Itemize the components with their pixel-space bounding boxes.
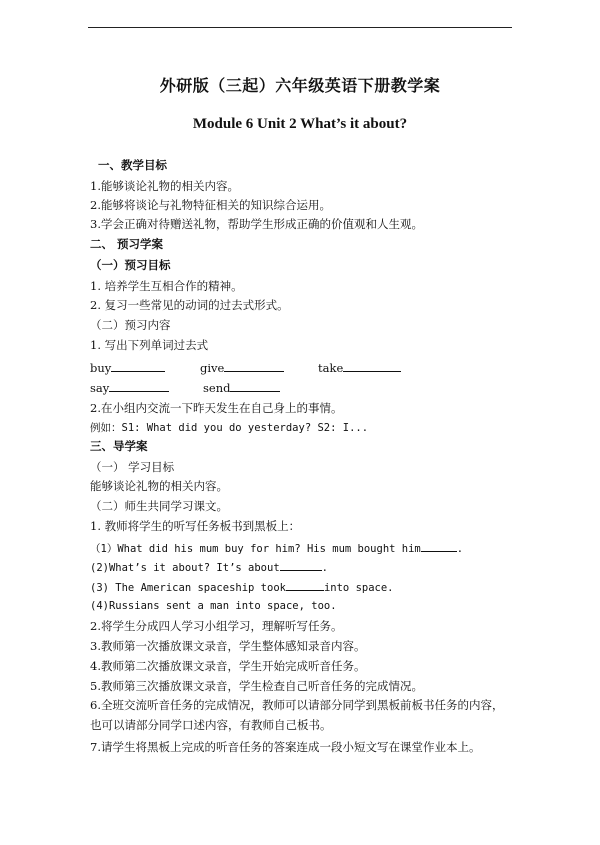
list-item: 2. 复习一些常见的动词的过去式形式。 <box>90 298 289 312</box>
step-item: 2.将学生分成四人学习小组学习，理解听写任务。 <box>90 619 343 633</box>
answer-blank[interactable] <box>343 360 401 372</box>
word-blank-give <box>200 360 284 375</box>
section-heading-objectives: 一、教学目标 <box>98 158 167 172</box>
answer-blank[interactable] <box>280 559 322 571</box>
answer-blank[interactable] <box>224 360 284 372</box>
step-item: 3.教师第一次播放课文录音，学生整体感知录音内容。 <box>90 639 366 653</box>
example-text: 例如：S1: What did you do yesterday? S2: I... <box>90 422 369 434</box>
answer-blank[interactable] <box>286 579 324 591</box>
subheading-preview-content: （二）预习内容 <box>90 318 171 332</box>
question-text: (2)What’s it about? It’s about <box>90 562 280 574</box>
list-item: 1.能够谈论礼物的相关内容。 <box>90 179 239 193</box>
word-blank-say <box>90 380 169 395</box>
word-blank-send <box>203 380 280 395</box>
dictation-question-3 <box>90 579 394 595</box>
subheading-study-text: （二）师生共同学习课文。 <box>90 499 228 513</box>
answer-blank[interactable] <box>111 360 165 372</box>
step-item: 6.全班交流听音任务的完成情况，教师可以请部分同学到黑板前板书任务的内容，也可以请部分同学口述内容，有教师自己板书。 <box>90 698 504 732</box>
step-item: 5.教师第三次播放课文录音，学生检查自己听音任务的完成情况。 <box>90 679 423 693</box>
step-item: 1. 教师将学生的听写任务板书到黑板上： <box>90 519 301 533</box>
section-heading-preview: 二、 预习学案 <box>90 237 164 251</box>
question-end: into space. <box>323 582 394 594</box>
step-item: 7.请学生将黑板上完成的听音任务的答案连成一段小短文写在课堂作业本上。 <box>90 740 481 754</box>
question-end: . <box>321 562 328 574</box>
task-instruction: 1. 写出下列单词过去式 <box>90 338 209 352</box>
word-label: send <box>203 381 231 395</box>
question-end: . <box>456 543 464 555</box>
section-heading-guide: 三、导学案 <box>90 439 148 453</box>
top-rule <box>88 27 512 28</box>
answer-blank[interactable] <box>230 380 280 392</box>
subheading-preview-goals: （一）预习目标 <box>90 258 171 272</box>
list-item: 2.能够将谈论与礼物特征相关的知识综合运用。 <box>90 198 331 212</box>
answer-blank[interactable] <box>421 540 457 552</box>
list-item: 1. 培养学生互相合作的精神。 <box>90 279 243 293</box>
example-dialog <box>90 420 368 435</box>
question-text: (3) The American spaceship took <box>90 582 286 594</box>
list-item: 能够谈论礼物的相关内容。 <box>90 479 228 493</box>
word-blank-take <box>318 360 401 375</box>
question-text: （1）What did his mum buy for him? His mum bought him <box>90 543 421 555</box>
word-label: take <box>318 361 344 375</box>
task-instruction: 2.在小组内交流一下昨天发生在自己身上的事情。 <box>90 401 343 415</box>
word-blank-buy <box>90 360 165 375</box>
word-label: buy <box>90 361 112 375</box>
dictation-question-1 <box>90 540 463 556</box>
page-title: 外研版（三起）六年级英语下册教学案 <box>159 76 441 95</box>
answer-blank[interactable] <box>109 380 169 392</box>
step-item: 4.教师第二次播放课文录音，学生开始完成听音任务。 <box>90 659 366 673</box>
word-label: give <box>200 361 225 375</box>
dictation-question-4: (4)Russians sent a man into space, too. <box>90 600 337 612</box>
word-label: say <box>90 381 110 395</box>
page-subtitle: Module 6 Unit 2 What’s it about? <box>192 116 408 132</box>
dictation-question-2 <box>90 559 328 575</box>
subheading-learning-goals: （一） 学习目标 <box>90 460 175 474</box>
list-item: 3.学会正确对待赠送礼物，帮助学生形成正确的价值观和人生观。 <box>90 217 423 231</box>
